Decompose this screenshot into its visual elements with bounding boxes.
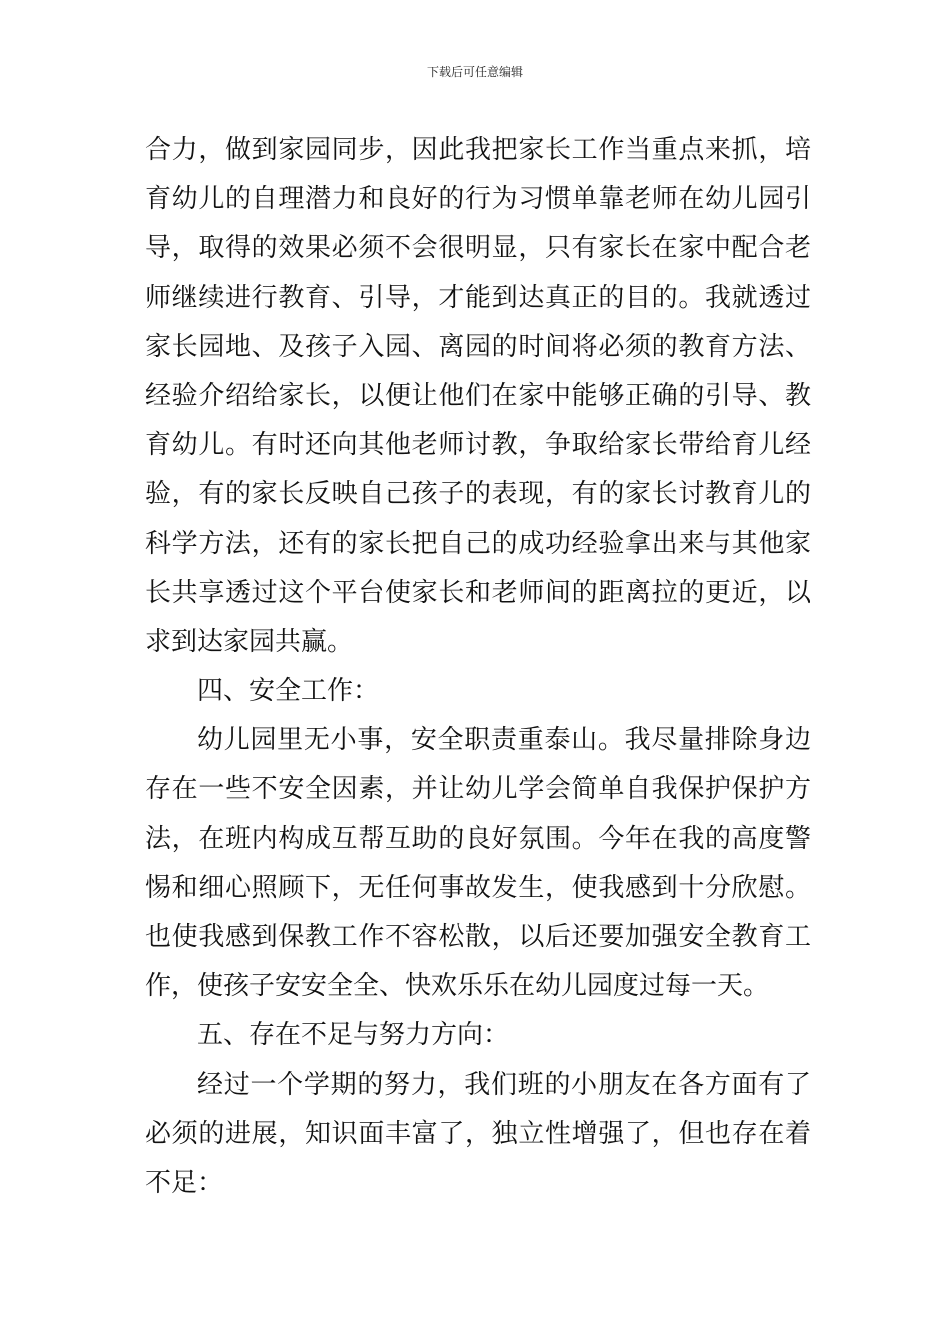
text-line: 育幼儿的自理潜力和良好的行为习惯单靠老师在幼儿园引 [145,184,811,215]
text-line: 育幼儿。有时还向其他老师讨教，争取给家长带给育儿经 [145,430,811,461]
text-line: 验，有的家长反映自己孩子的表现，有的家长讨教育儿的 [145,479,811,510]
page-header-note: 下载后可任意编辑 [426,65,523,79]
text-line: 师继续进行教育、引导，才能到达真正的目的。我就透过 [145,282,811,313]
text-line: 经验介绍给家长，以便让他们在家中能够正确的引导、教 [145,380,811,411]
text-line: 不足： [145,1167,224,1198]
text-line: 合力，做到家园同步，因此我把家长工作当重点来抓，培 [145,135,811,165]
text-line: 导，取得的效果必须不会很明显，只有家长在家中配合老 [145,233,811,264]
text-line: 长共享透过这个平台使家长和老师间的距离拉的更近，以 [145,577,811,608]
text-line: 经过一个学期的努力，我们班的小朋友在各方面有了 [197,1069,811,1100]
text-line: 求到达家园共赢。 [145,626,354,657]
text-line: 法，在班内构成互帮互助的良好氛围。今年在我的高度警 [145,823,811,854]
text-line: 必须的进展，知识面丰富了，独立性增强了，但也存在着 [145,1118,811,1149]
text-line: 作，使孩子安安全全、快欢乐乐在幼儿园度过每一天。 [145,971,770,1002]
section-heading-safety: 四、安全工作： [197,676,380,707]
text-line: 存在一些不安全因素，并让幼儿学会简单自我保护保护方 [145,774,811,805]
text-line: 家长园地、及孩子入园、离园的时间将必须的教育方法、 [145,331,811,362]
text-line: 也使我感到保教工作不容松散，以后还要加强安全教育工 [145,922,811,952]
text-line: 幼儿园里无小事，安全职责重泰山。我尽量排除身边 [197,725,811,756]
text-line: 科学方法，还有的家长把自己的成功经验拿出来与其他家 [145,528,811,559]
document-body [145,126,811,1208]
text-line: 惕和细心照顾下，无任何事故发生，使我感到十分欣慰。 [145,872,811,903]
section-heading-shortcomings: 五、存在不足与努力方向： [197,1020,510,1051]
